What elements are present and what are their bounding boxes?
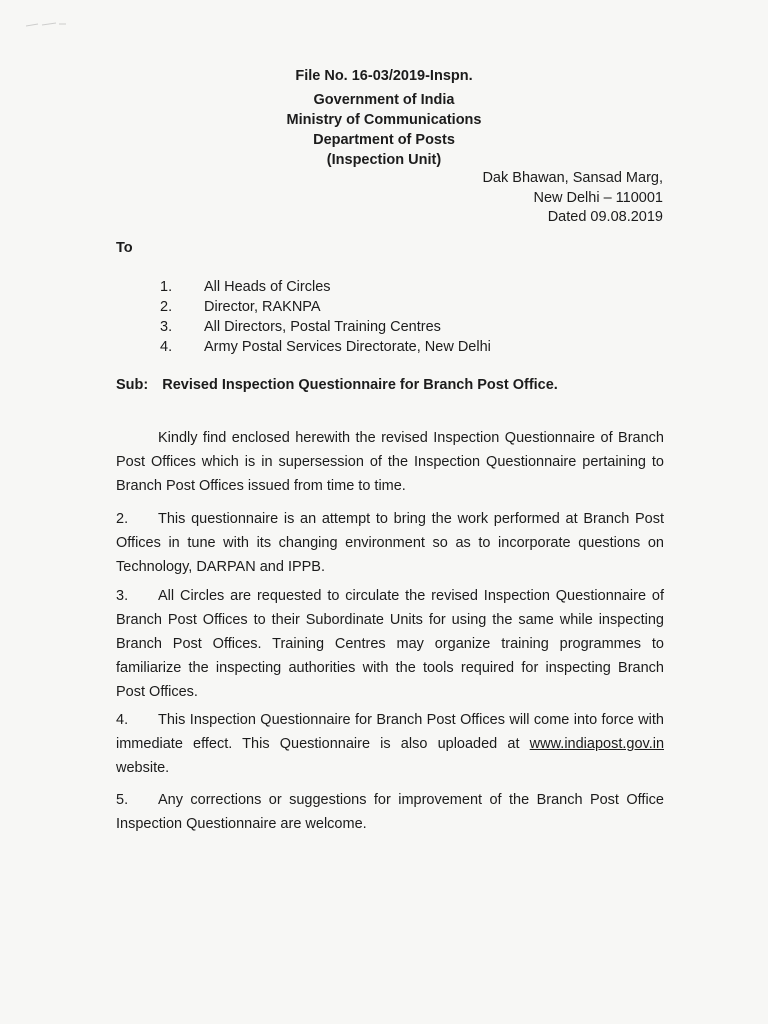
paragraph-tail: website. — [116, 760, 170, 776]
paragraph-number: 4. — [116, 712, 129, 728]
header-ministry: Ministry of Communications — [286, 112, 482, 128]
subject-label: Sub: — [116, 377, 149, 393]
paragraph-number: 5. — [116, 792, 129, 808]
paragraph-4 — [116, 708, 664, 780]
list-item-number: 4. — [160, 339, 173, 355]
list-item — [160, 277, 491, 297]
list-item-text: Director, RAKNPA — [204, 299, 321, 315]
paragraph-text: This Inspection Questionnaire for Branch Post Offices will come into force with immediate effect. This Questionnaire is also uploaded at — [116, 712, 664, 752]
subject-text: Revised Inspection Questionnaire for Branch Post Office. — [162, 377, 558, 393]
paragraph-number: 2. — [116, 511, 129, 527]
paragraph-2 — [116, 507, 664, 579]
list-item-text: All Heads of Circles — [204, 279, 331, 295]
header-department: Department of Posts — [313, 132, 455, 148]
paragraph-text: All Circles are requested to circulate the revised Inspection Questionnaire of Branch Post Offices to their Subordinate Units for using the same while inspecting Branch Post Offices. Training Centres may organize training programmes to familiarize the inspecting authorities with the tools required for inspecting Branch Post Offices. — [116, 588, 664, 700]
paragraph-3 — [116, 584, 664, 704]
address-line-1: Dak Bhawan, Sansad Marg, — [482, 170, 663, 186]
list-item-number: 1. — [160, 279, 173, 295]
website-link[interactable]: www.indiapost.gov.in — [529, 736, 665, 752]
paragraph-5 — [116, 788, 664, 836]
date-line: Dated 09.08.2019 — [547, 209, 663, 225]
list-item — [160, 317, 491, 337]
paragraph-text: Any corrections or suggestions for improvement of the Branch Post Office Inspection Questionnaire are welcome. — [116, 792, 664, 832]
paragraph-1: Kindly find enclosed herewith the revised Inspection Questionnaire of Branch Post Offices which is in supersession of the Inspection Questionnaire pertaining to Branch Post Offices issued from time to time. — [116, 430, 664, 494]
list-item — [160, 337, 491, 357]
list-item-number: 2. — [160, 299, 173, 315]
list-item-number: 3. — [160, 319, 173, 335]
list-item-text: Army Postal Services Directorate, New Delhi — [204, 339, 491, 355]
address-line-2: New Delhi – 110001 — [533, 190, 663, 206]
header-unit: (Inspection Unit) — [326, 152, 442, 168]
list-item — [160, 297, 491, 317]
to-label: To — [116, 240, 133, 256]
paragraph-number: 3. — [116, 588, 129, 604]
recipient-list — [160, 277, 491, 357]
file-number: File No. 16-03/2019-Inspn. — [295, 68, 473, 84]
subject-line — [116, 377, 558, 393]
header-government: Government of India — [313, 92, 455, 108]
list-item-text: All Directors, Postal Training Centres — [204, 319, 441, 335]
scan-smudge-mark — [26, 22, 66, 28]
paragraph-text: This questionnaire is an attempt to bring the work performed at Branch Post Offices in tune with its changing environment so as to incorporate questions on Technology, DARPAN and IPPB. — [116, 511, 664, 575]
